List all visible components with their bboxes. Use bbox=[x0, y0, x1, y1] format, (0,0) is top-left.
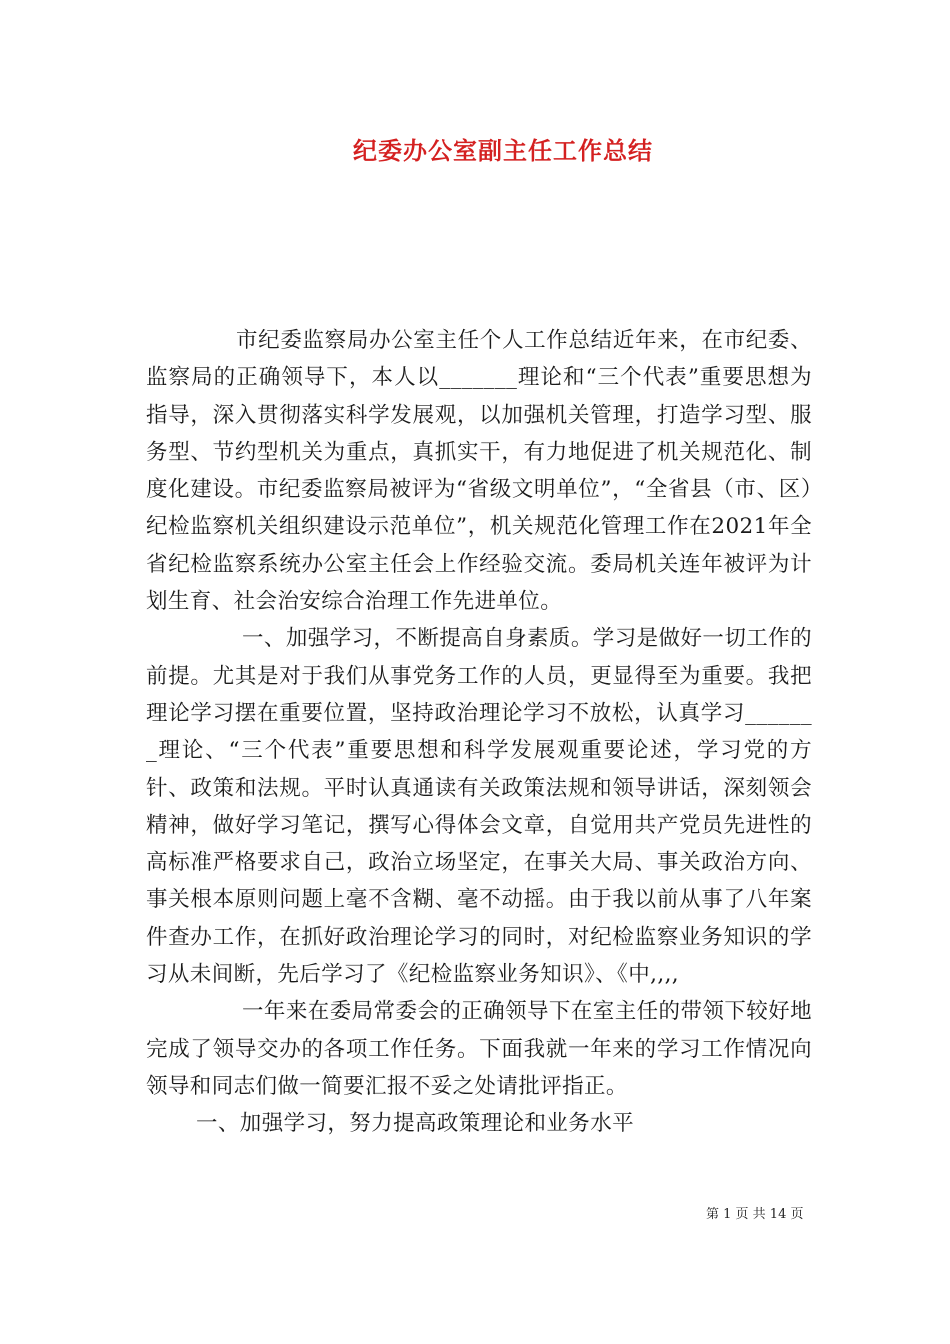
paragraph-study: 一、加强学习，不断提高自身素质。学习是做好一切工作的前提。尤其是对于我们从事党务工作的人员，更显得至为重要。我把理论学习摆在重要位置，坚持政治理论学习不放松，认真学习_______理论、“三个代表”重要思想和科学发展观重要论述，学习党的方针、政策和法规。平时认真通读有关政策法规和领导讲话，深刻领会精神，做好学习笔记，撰写心得体会文章，自觉用共产党员先进性的高标准严格要求自己，政治立场坚定，在事关大局、事关政治方向、事关根本原则问题上毫不含糊、毫不动摇。由于我以前从事了八年案件查办工作，在抓好政治理论学习的同时，对纪检监察业务知识的学习从未间断，先后学习了《纪检监察业务知识》、《中,,,, bbox=[146, 626, 812, 988]
page-number: 第 1 页 共 14 页 bbox=[706, 1207, 804, 1222]
document-body bbox=[146, 322, 812, 1143]
paragraph-intro: 市纪委监察局办公室主任个人工作总结近年来，在市纪委、监察局的正确领导下，本人以_______理论和“三个代表”重要思想为指导，深入贯彻落实科学发展观，以加强机关管理，打造学习型、服务型、节约型机关为重点，真抓实干，有力地促进了机关规范化、制度化建设。市纪委监察局被评为“省级文明单位”，“全省县（市、区）纪检监察机关组织建设示范单位”，机关规范化管理工作在2021年全省纪检监察系统办公室主任会上作经验交流。委局机关连年被评为计划生育、社会治安综合治理工作先进单位。 bbox=[146, 328, 812, 615]
paragraph-heading-one: 一、加强学习，努力提高政策理论和业务水平 bbox=[196, 1111, 635, 1137]
document-title: 纪委办公室副主任工作总结 bbox=[353, 136, 653, 165]
paragraph-year-summary: 一年来在委局常委会的正确领导下在室主任的带领下较好地完成了领导交办的各项工作任务。下面我就一年来的学习工作情况向领导和同志们做一简要汇报不妥之处请批评指正。 bbox=[146, 999, 812, 1099]
